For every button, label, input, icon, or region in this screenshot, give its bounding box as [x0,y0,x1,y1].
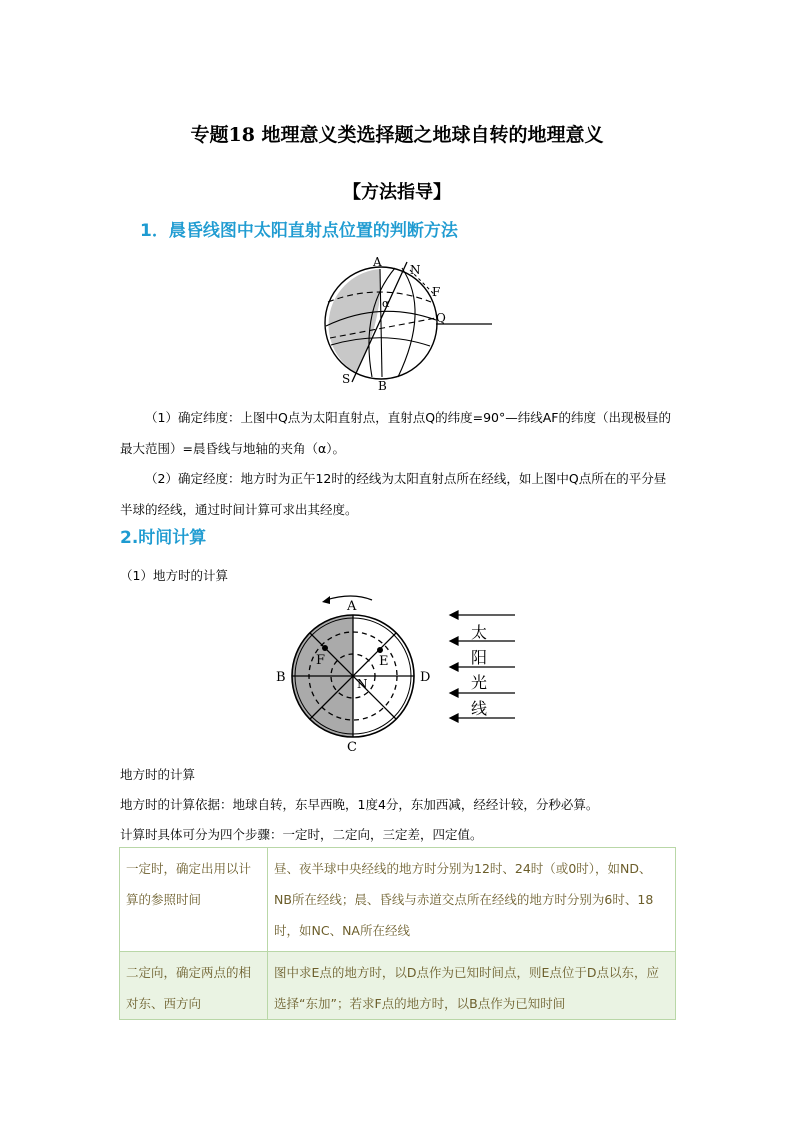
table-cell: 一定时，确定出用以计算的参照时间 [120,848,268,952]
fig2-label-f: F [316,653,326,668]
table-row [120,952,676,1020]
fig1-label-f: F [432,285,441,299]
paragraph-steps: 计算时具体可分为四个步骤：一定时，二定向，三定差，四定值。 [120,827,483,842]
label-local-time: 地方时的计算 [120,767,196,782]
table-row [120,848,676,952]
fig2-label-a: A [347,599,357,614]
sunlight-char-3: 光 [471,673,488,692]
fig2-label-d: D [420,670,431,685]
point-f [322,645,328,651]
paragraph-basis: 地方时的计算依据：地球自转，东早西晚，1度4分，东加西减，经经计较，分秒必算。 [120,797,599,812]
fig1-label-q: Q [436,311,446,325]
heading-1: 1．晨昏线图中太阳直射点位置的判断方法 [140,221,458,241]
fig1-label-b: B [378,379,387,392]
point-e [377,647,383,653]
fig1-label-a: A [373,255,382,269]
document-title: 专题18 地理意义类选择题之地球自转的地理意义 [190,124,604,146]
paragraph-longitude: （2）确定经度：地方时为正午12时的经线为太阳直射点所在经线，如上图中Q点所在的平分昼半球的经线，通过时间计算可求出其经度。 [120,471,667,517]
sunlight-char-1: 太 [471,623,488,642]
polar-view-diagram [272,589,532,755]
table-cell: 图中求E点的地方时，以D点作为已知时间点，则E点位于D点以东，应选择“东加”；若求F点的地方时，以B点作为已知时间 [268,952,676,1020]
fig2-label-c: C [347,740,357,755]
paragraph-latitude: （1）确定纬度：上图中Q点为太阳直射点，直射点Q的纬度=90°—纬线AF的纬度（出现极昼的最大范围）=晨昏线与地轴的夹角（α）。 [120,410,672,456]
section-title: 【方法指导】 [343,182,451,203]
table-cell: 二定向，确定两点的相对东、西方向 [120,952,268,1020]
steps-table [119,847,676,1020]
fig1-label-n: N [410,263,421,277]
heading-2: 2.时间计算 [120,528,207,548]
fig2-label-n: N [357,677,368,691]
table-cell: 昼、夜半球中央经线的地方时分别为12时、24时（或0时），如ND、NB所在经线；晨、昏线与赤道交点所在经线的地方时分别为6时、18时，如NC、NA所在经线 [268,848,676,952]
subheading-local-time: （1）地方时的计算 [120,568,228,583]
fig2-label-e: E [379,654,389,669]
terminator-diagram [320,252,500,392]
fig1-label-alpha: α [382,297,390,310]
fig2-label-b: B [276,670,286,685]
sunlight-char-2: 阳 [471,648,488,667]
fig1-label-s: S [342,372,351,386]
sunlight-char-4: 线 [471,699,488,718]
